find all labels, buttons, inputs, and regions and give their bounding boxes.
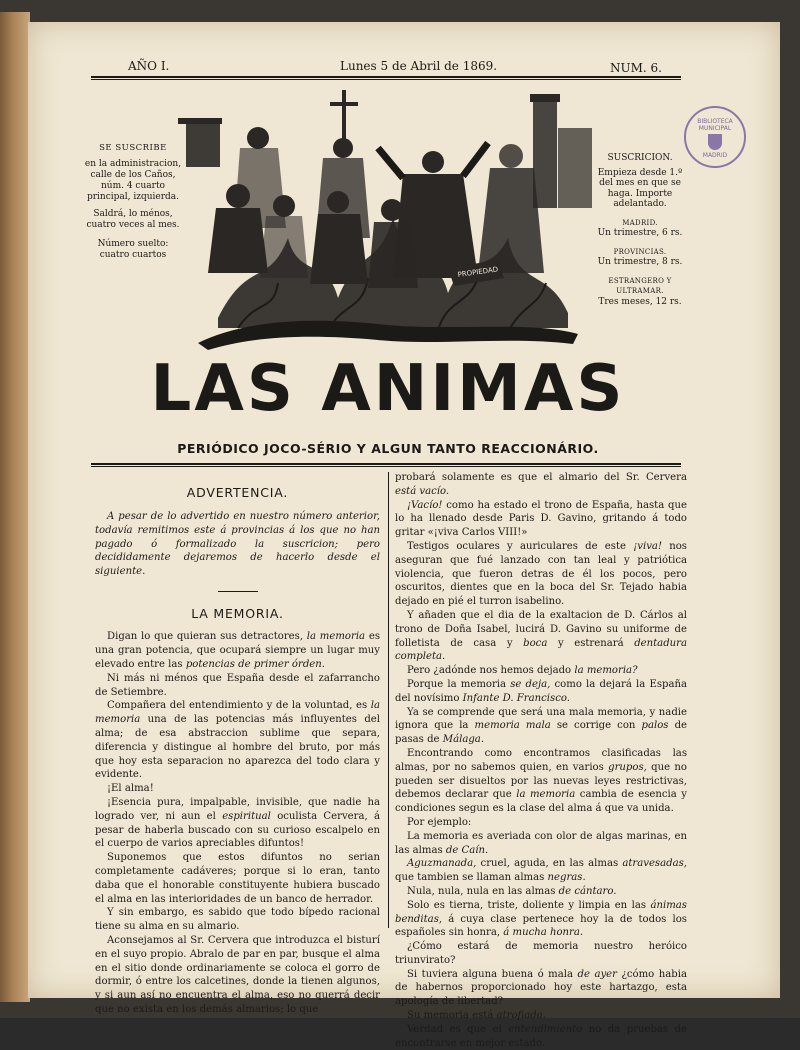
masthead-rule <box>91 463 681 465</box>
stamp-library-text: BIBLIOTECA MUNICIPAL <box>697 118 733 132</box>
paragraph: Pero ¿adónde nos hemos dejado la memoria? <box>407 665 638 677</box>
paragraph: Y añaden que el dia de la exaltacion de D. Cárlos al trono de Doña Isabel, lucirá D. Gavino su uniforme de folletista de casa y boca y estrenará dentadura completa. <box>395 609 688 663</box>
paragraph: Su memoria está atrofiada. <box>407 1010 546 1022</box>
library-stamp <box>684 106 746 168</box>
right-article-body <box>395 471 687 1050</box>
paragraph: Compañera del entendimiento y de la voluntad, es la memoria una de las potencias más influyentes del alma; de esa abstraccion sublime que separa, diferencia y distingue al hombre del bruto, por más que hoy esta separacion no aparezca del todo clara y evidente. <box>95 700 380 781</box>
abroad-heading: ESTRANGERO Y ULTRAMAR. <box>608 276 672 295</box>
paragraph: Ni más ni ménos que España desde el zafarrancho de Setiembre. <box>95 672 380 698</box>
notice-paragraph: A pesar de lo advertido en nuestro número anterior, todavía remitimos este á provincias á los que no han pagado ó formalizado la suscricion; pero decididamente dejaremos de hacerlo desde el siguiente. <box>95 511 380 578</box>
paragraph: Por ejemplo: <box>407 816 472 828</box>
paragraph: ¿Cómo estará de memoria nuestro heróico triunvirato? <box>395 941 687 966</box>
notice-heading: ADVERTENCIA. <box>186 485 289 500</box>
abroad-price: Tres meses, 12 rs. <box>598 296 682 307</box>
madrid-heading: MADRID. <box>622 218 658 227</box>
issue-number: NUM. 6. <box>610 61 662 75</box>
newspaper-page <box>28 22 780 1049</box>
paragraph: Y sin embargo, es sabido que todo bípedo racional tiene su alma en su almario. <box>95 907 380 933</box>
notice-text <box>95 510 380 579</box>
header-rule <box>91 76 681 78</box>
paragraph: Suponemos que estos difuntos no serian completamente cadáveres; porque si lo eran, tanto daba que el honorable constituyente hubiera buscado el alma en las interioridades de un banco de herrador. <box>95 852 380 905</box>
column-divider <box>388 472 389 928</box>
shield-icon <box>708 134 722 150</box>
subscription-start: Empieza desde 1.º del mes en que se haga. Importe adelantado. <box>597 167 683 209</box>
subscribe-heading: SE SUSCRIBE <box>99 143 167 153</box>
burning-souls-engraving <box>178 88 598 350</box>
right-column <box>395 471 687 1050</box>
stamp-city-text: MADRID <box>702 152 728 159</box>
subscribe-address: en la administracion, calle de los Caños, núm. 4 cuarto principal, izquierda. <box>84 159 182 202</box>
year-label: AÑO I. <box>128 59 170 73</box>
subscription-prices-box <box>596 153 684 307</box>
paragraph: Aguzmanada, cruel, aguda, en las almas atravesadas, que tambien se llaman almas negras. <box>395 858 687 884</box>
paragraph: Aconsejamos al Sr. Cervera que introduzca el bisturí en el suyo propio. Abralo de par en par, busque el alma en el sitio donde ordinariamente se coloca el gorro de dormir, ó entre los calcetines, donde la tienen algunos, y si aun así no encuentra el alma, eso no querrá decir que no exista en los demás almarios; lo que <box>95 935 380 1015</box>
paragraph: Ya se comprende que será una mala memoria, y nadie ignora que la memoria mala se corrige con palos de pasas de Málaga. <box>395 706 688 746</box>
book-binding <box>0 12 30 1002</box>
paragraph: Nula, nula, nula en las almas de cántaro. <box>407 885 617 897</box>
property-book-label: PROPIEDAD <box>457 265 499 279</box>
paragraph: Si tuviera alguna buena ó mala de ayer ¿cómo habia de habernos proporcionado hoy este hartazgo, esta apología de libertad? <box>395 968 687 1008</box>
paragraph: La memoria es averiada con olor de algas marinas, en las almas de Caín. <box>395 830 687 856</box>
single-issue-price: Número suelto: cuatro cuartos <box>97 239 169 260</box>
paragraph: ¡Esencia pura, impalpable, invisible, que nadie ha logrado ver, ni aun el espiritual oculista Cervera, á pesar de haberla buscado con su curioso escalpelo en el cuerpo de varios apreciables difuntos! <box>95 797 380 850</box>
header-rule-thin <box>91 79 681 80</box>
provinces-heading: PROVINCIAS. <box>613 247 667 256</box>
paragraph: Encontrando como encontramos clasificadas las almas, por no sabemos quien, en varios grupos, que no pueden ser disueltos por las nuevas leyes restrictivas, debemos declarar que la memoria cambia de esencia y condiciones segun es la clase del alma á que va unida. <box>395 747 687 815</box>
paragraph: Verdad es que el entendimiento no da pruebas de encontrarse en mejor estado. <box>395 1023 687 1049</box>
masthead-title: LAS ANIMAS <box>150 352 626 426</box>
paragraph: Porque la memoria se deja, como la dejará la España del novísimo Infante D. Francisco. <box>395 678 687 704</box>
memory-heading: LA MEMORIA. <box>191 606 284 622</box>
paragraph: probará solamente es que el almario del Sr. Cervera está vacío. <box>395 472 687 497</box>
paragraph: Testigos oculares y auriculares de este ¡viva! nos aseguran que fué lanzado con tan leal y patriótica violencia, que fueron detras de él los pocos, pero oscuritos, dientes que en la boca del Sr. Tejado habia dejado en pié el turron isabelino. <box>395 540 687 608</box>
issue-date: Lunes 5 de Abril de 1869. <box>340 59 498 73</box>
publication-frequency: Saldrá, lo ménos, cuatro veces al mes. <box>86 209 180 230</box>
section-ornament <box>218 591 258 593</box>
paragraph: ¡El alma! <box>107 783 154 795</box>
paragraph: ¡Vacío! como ha estado el trono de España, hasta que lo ha llenado desde Paris D. Gavino, gritando á todo gritar «¡viva Carlos VIII!» <box>395 499 687 539</box>
subscription-points-box <box>84 143 182 261</box>
madrid-price: Un trimestre, 6 rs. <box>597 228 683 238</box>
left-column <box>95 471 380 1017</box>
provinces-price: Un trimestre, 8 rs. <box>597 257 683 267</box>
memory-article-body <box>95 630 380 1016</box>
paragraph: Digan lo que quieran sus detractores, la memoria es una gran potencia, que ocupará siempre un lugar muy elevado entre las potencias de primer órden. <box>95 631 380 671</box>
masthead-subtitle: PERIÓDICO JOCO-SÉRIO Y ALGUN TANTO REACCIONÁRIO. <box>177 441 599 456</box>
paragraph: Solo es tierna, triste, doliente y limpia en las ánimas benditas, á cuya clase pertenece hoy la de todos los españoles sin honra, á mucha honra. <box>395 899 687 939</box>
subscription-heading: SUSCRICION. <box>607 153 673 163</box>
masthead-rule-thin <box>91 466 681 467</box>
